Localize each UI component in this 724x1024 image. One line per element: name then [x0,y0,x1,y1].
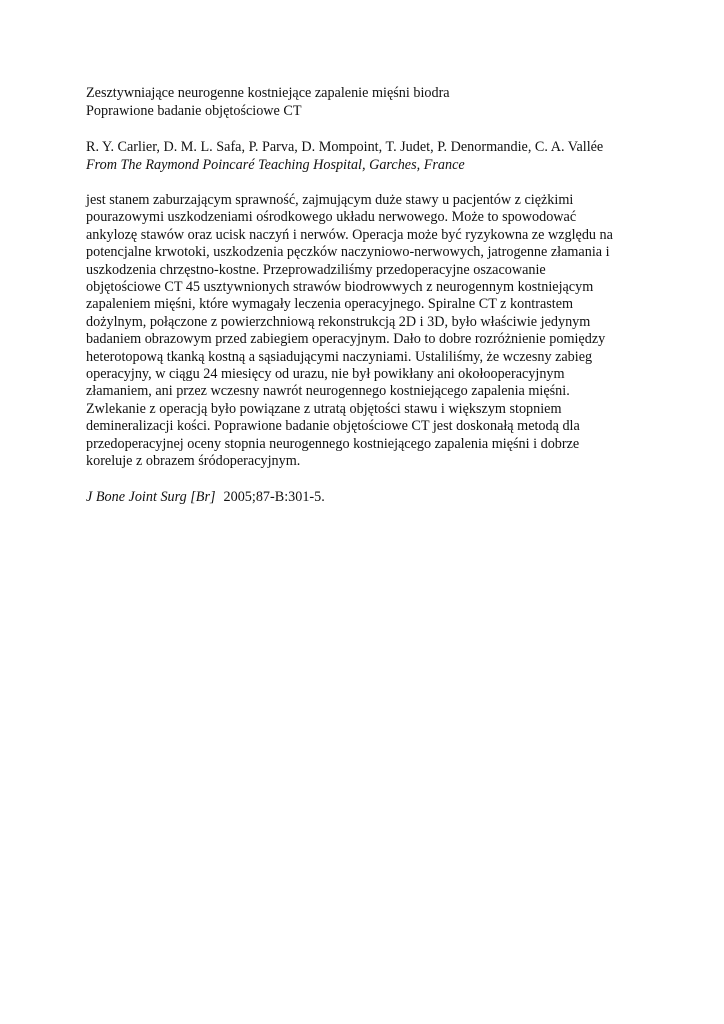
title-line-1: Zesztywniające neurogenne kostniejące zapalenie mięśni biodra [86,85,450,101]
abstract-line: uszkodzenia chrzęstno-kostne. Przeprowadziliśmy przedoperacyjne oszacowanie [86,261,546,278]
abstract-line: dożylnym, połączone z powierzchniową rekonstrukcją 2D i 3D, było właściwie jedynym [86,313,591,330]
article-title [86,84,646,120]
abstract-line: objętościowe CT 45 usztywnionych strawów biodrowwych z neurogennym kostniejącym [86,279,594,296]
abstract-line: złamaniem, ani przez wczesny nawrót neurogennego kostniejącego zapalenia mięśni. [86,383,570,400]
citation [86,488,646,506]
abstract-line: demineralizacji kości. Poprawione badanie objętościowe CT jest doskonałą metodą dla [86,418,580,435]
abstract-line: zapaleniem mięśni, które wymagały leczenia operacyjnego. Spiralne CT z kontrastem [86,296,574,313]
abstract [86,192,646,471]
abstract-line: pourazowymi uszkodzeniami ośrodkowego układu nerwowego. Może to spowodować [86,209,577,226]
document-page [86,84,646,506]
abstract-line: operacyjny, w ciągu 24 miesięcy od urazu, nie był powikłany ani okołooperacyjnym [86,366,565,383]
citation-journal: J Bone Joint Surg [Br] [86,488,216,505]
abstract-line: ankylozę stawów oraz ucisk naczyń i nerwów. Operacja może być ryzykowna ze względu na [86,226,613,243]
citation-details: 2005;87-B:301-5. [223,488,325,505]
abstract-line: przedoperacyjnej oceny stopnia neurogennego kostniejącego zapalenia mięśni i dobrze [86,435,580,452]
abstract-line: potencjalne krwotoki, uszkodzenia pęczków naczyniowo-nerwowych, jatrogenne złamania i [86,244,610,261]
author-list: R. Y. Carlier, D. M. L. Safa, P. Parva, D. Mompoint, T. Judet, P. Denormandie, C. A. Vallée [86,139,604,155]
abstract-line: koreluje z obrazem śródoperacyjnym. [86,453,301,470]
abstract-line: heterotopową tkanką kostną a sąsiadującymi naczyniami. Ustaliliśmy, że wczesny zabieg [86,348,593,365]
author-block [86,138,646,174]
abstract-line: Zwlekanie z operacją było powiązane z utratą objętości stawu i większym stopniem [86,400,562,417]
affiliation: From The Raymond Poincaré Teaching Hospital, Garches, France [86,157,465,173]
abstract-line: jest stanem zaburzającym sprawność, zajmującym duże stawy u pacjentów z ciężkimi [86,192,574,208]
abstract-line: badaniem obrazowym przed zabiegiem operacyjnym. Dało to dobre rozróżnienie pomiędzy [86,331,606,348]
title-line-2: Poprawione badanie objętościowe CT [86,103,302,119]
